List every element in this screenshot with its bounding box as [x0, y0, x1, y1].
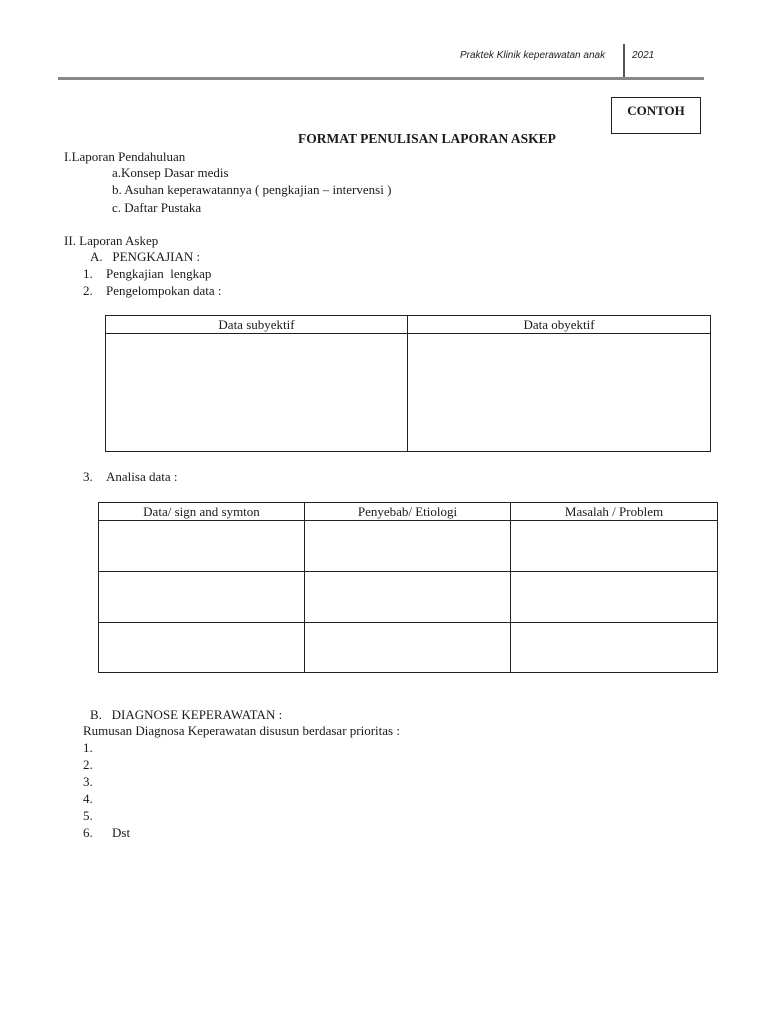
section2-heading: II. Laporan Askep — [64, 233, 159, 248]
list-item-text: Analisa data : — [106, 469, 178, 484]
table-header-cell: Masalah / Problem — [511, 503, 718, 521]
table-header-cell: Data subyektif — [106, 316, 408, 334]
table-cell — [511, 521, 718, 572]
data-table — [105, 315, 711, 452]
section-b-intro: Rumusan Diagnosa Keperawatan disusun berdasar prioritas : — [83, 723, 400, 738]
list-item-number: 2. — [83, 283, 93, 298]
table-header-row — [99, 503, 718, 521]
table-header-cell: Penyebab/ Etiologi — [305, 503, 511, 521]
document-title: FORMAT PENULISAN LAPORAN ASKEP — [298, 131, 556, 146]
section1-item-c: c. Daftar Pustaka — [112, 200, 202, 215]
header-divider — [623, 44, 625, 78]
contoh-label: CONTOH — [627, 103, 685, 118]
table-header-cell: Data/ sign and symton — [99, 503, 305, 521]
diagnosis-number: 3. — [83, 774, 93, 789]
section1-item-a: a.Konsep Dasar medis — [112, 165, 229, 180]
section1-item-b: b. Asuhan keperawatannya ( pengkajian – intervensi ) — [112, 182, 392, 197]
table-cell — [99, 572, 305, 623]
table-cell — [511, 623, 718, 673]
table-cell — [305, 572, 511, 623]
table-row — [106, 334, 711, 452]
list-item-text: Pengelompokan data : — [106, 283, 222, 298]
contoh-box — [611, 97, 701, 134]
diagnosis-text: Dst — [112, 825, 131, 840]
list-item-text: Pengkajian lengkap — [106, 266, 212, 281]
diagnosis-number: 6. — [83, 825, 93, 840]
table-row — [99, 623, 718, 673]
table-cell — [305, 521, 511, 572]
diagnosis-number: 2. — [83, 757, 93, 772]
header-rule — [58, 77, 704, 80]
analysis-table — [98, 502, 718, 673]
diagnosis-number: 5. — [83, 808, 93, 823]
table-cell — [408, 334, 711, 452]
table-cell — [106, 334, 408, 452]
table-row — [99, 572, 718, 623]
diagnosis-number: 4. — [83, 791, 93, 806]
header-text: Praktek Klinik keperawatan anak — [460, 50, 606, 61]
table-cell — [99, 521, 305, 572]
section-b-heading: B. DIAGNOSE KEPERAWATAN : — [90, 707, 283, 722]
diagnosis-number: 1. — [83, 740, 93, 755]
section1-heading: I.Laporan Pendahuluan — [64, 149, 186, 164]
list-item-number: 3. — [83, 469, 93, 484]
table-row — [99, 521, 718, 572]
section2-sub-a: A. PENGKAJIAN : — [90, 249, 201, 264]
table-cell — [511, 572, 718, 623]
table-cell — [305, 623, 511, 673]
table-cell — [99, 623, 305, 673]
list-item-number: 1. — [83, 266, 93, 281]
table-header-cell: Data obyektif — [408, 316, 711, 334]
header-year: 2021 — [632, 50, 655, 61]
table-header-row — [106, 316, 711, 334]
